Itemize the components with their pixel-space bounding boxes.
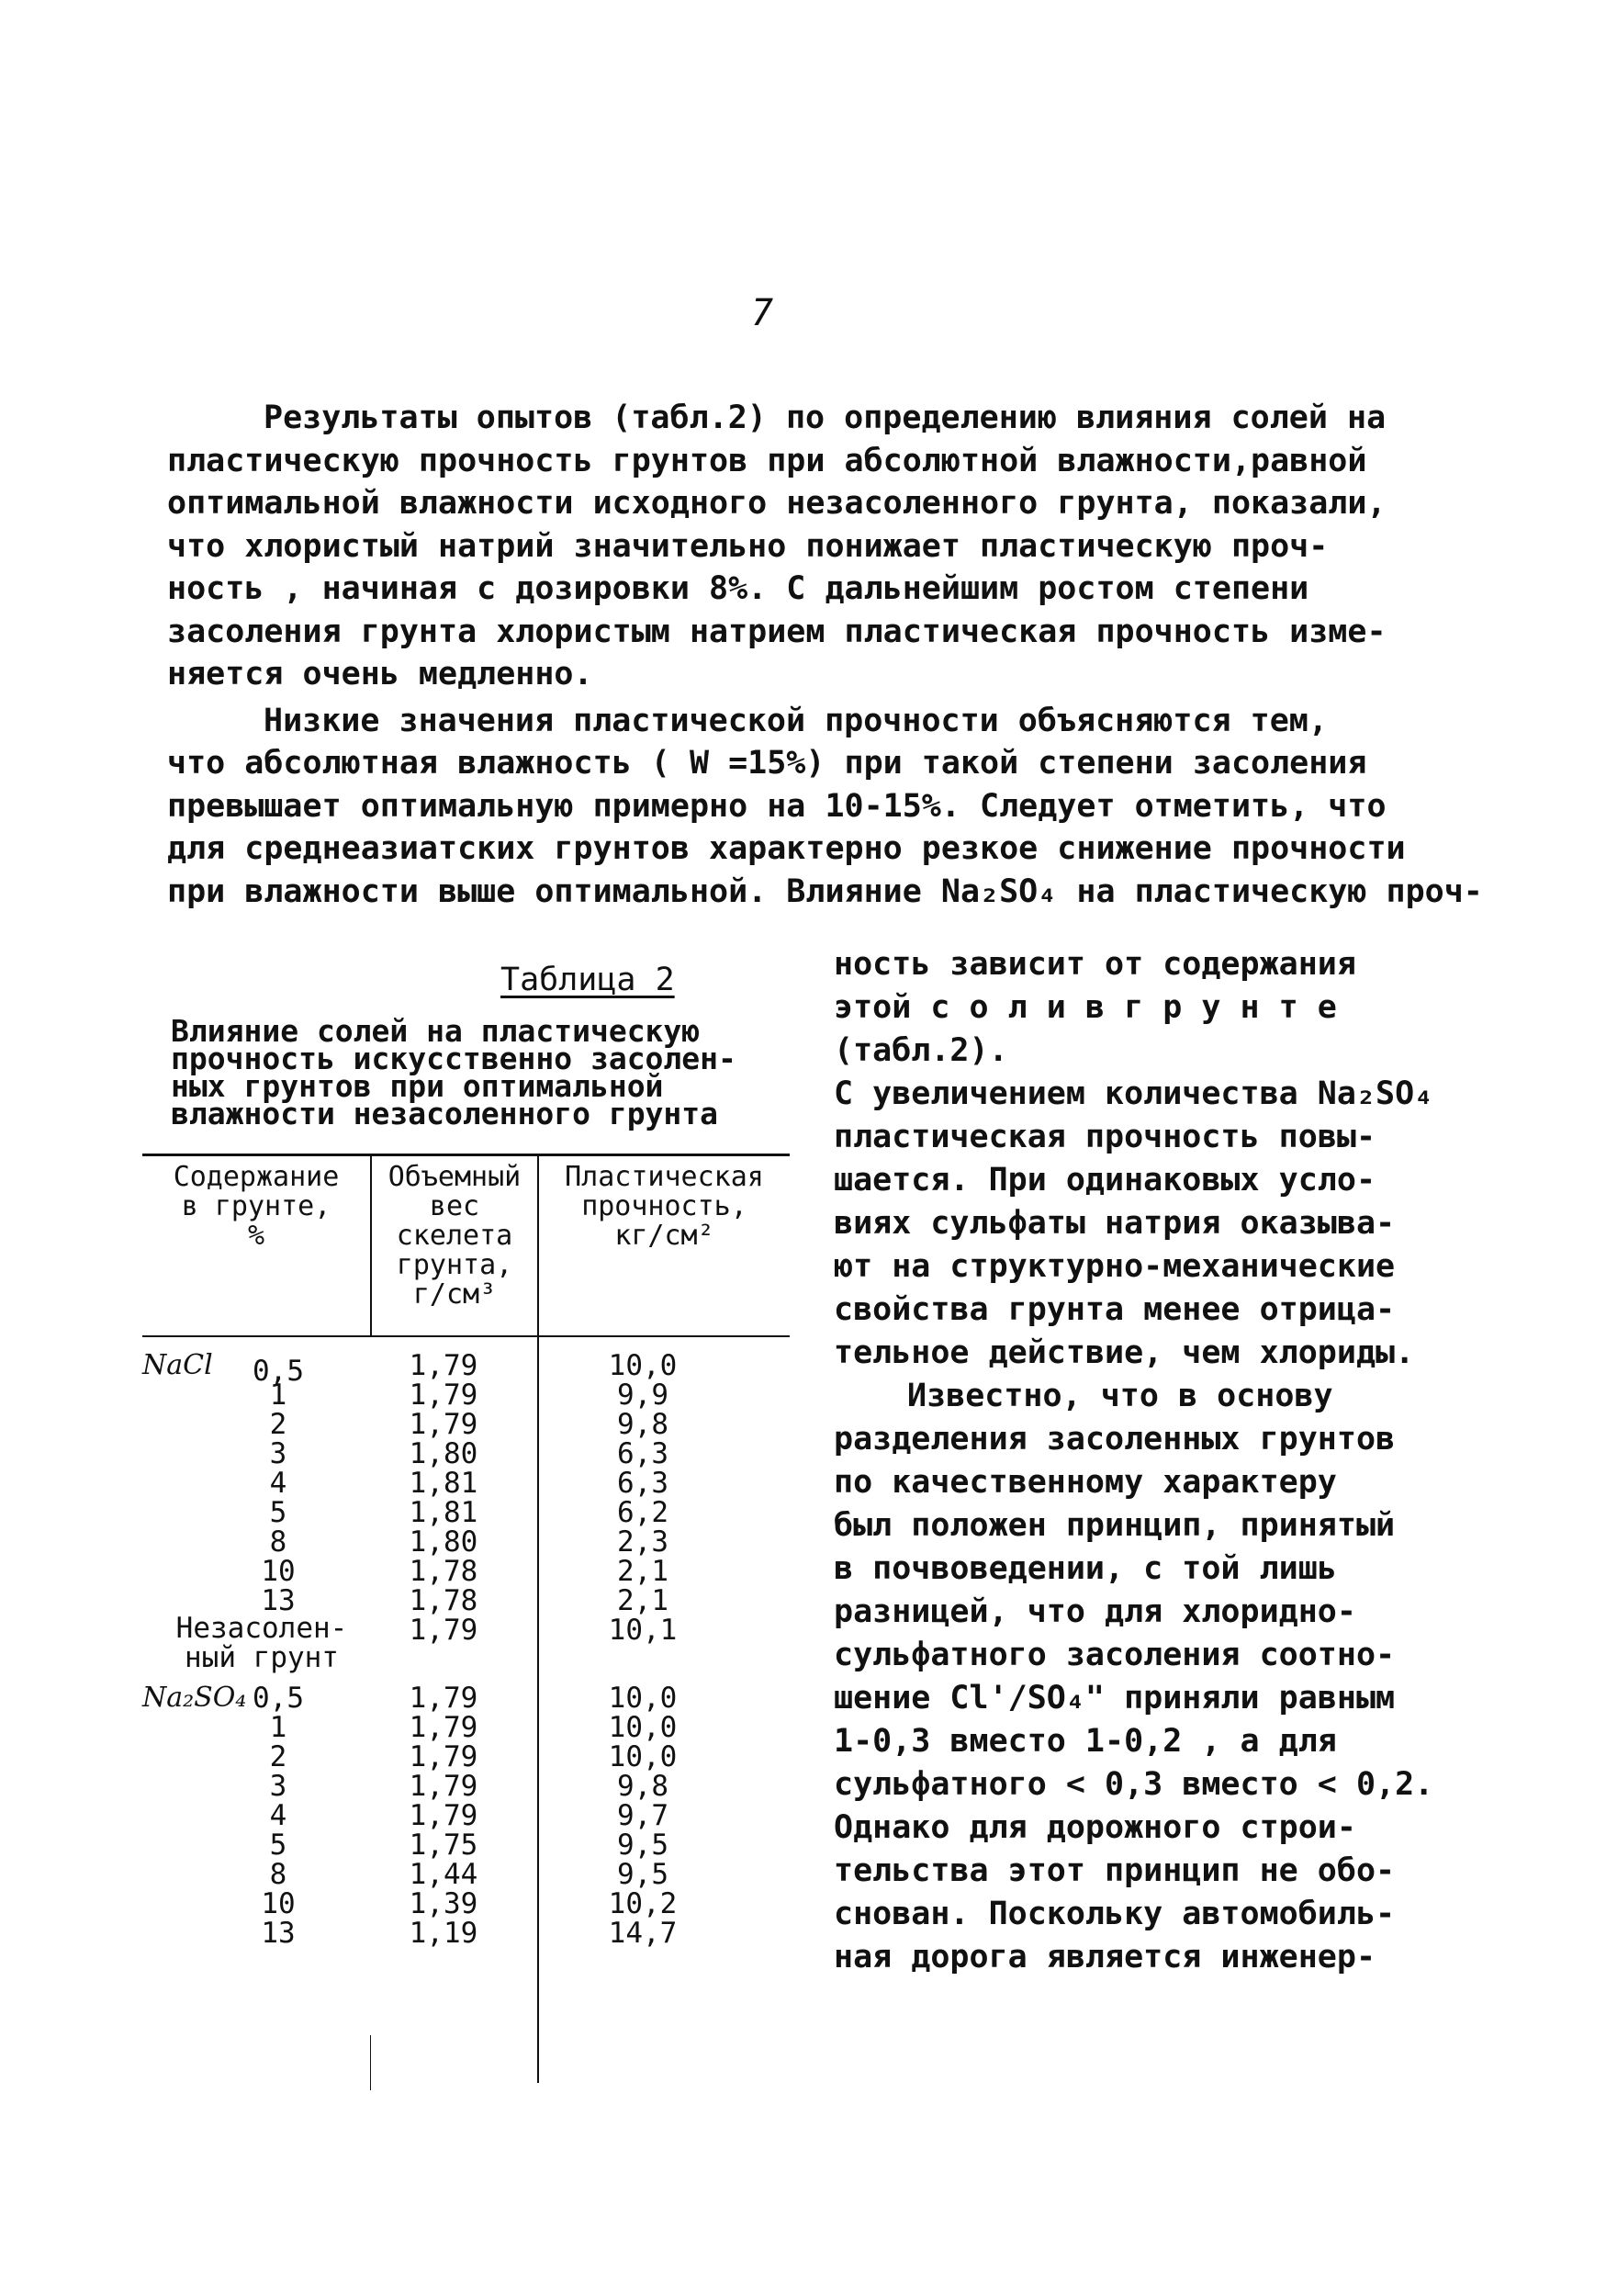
unsalted-label-line: ный грунт: [185, 1641, 339, 1674]
caption-line: Влияние солей на пластическую: [171, 1013, 701, 1049]
text-line: снован. Поскольку автомобиль-: [834, 1896, 1396, 1932]
text-line: сульфатного < 0,3 вместо < 0,2.: [834, 1766, 1434, 1803]
table-row: [142, 1887, 790, 1920]
text-line: шается. При одинаковых усло-: [834, 1162, 1376, 1199]
text-line: разделения засоленных грунтов: [834, 1421, 1396, 1458]
density-cell: 1,79: [409, 1799, 478, 1832]
text-line: разницей, что для хлоридно-: [834, 1593, 1356, 1630]
caption-line: прочность искусственно засолен-: [171, 1041, 736, 1076]
strength-cell: 10,0: [608, 1740, 678, 1773]
text-line: ность зависит от содержания: [834, 946, 1356, 983]
density-cell: 1,79: [409, 1740, 478, 1773]
density-cell: 1,44: [409, 1858, 478, 1891]
text-line: шение Cl'/SO₄" приняли равным: [834, 1680, 1396, 1716]
table-row: [142, 1408, 790, 1441]
table-row: [142, 1555, 790, 1588]
density-cell: 1,79: [409, 1614, 478, 1647]
text-line: этой с о л и в г р у н т е: [834, 989, 1337, 1026]
dose-cell: 13: [261, 1584, 296, 1617]
dose-cell: 2: [269, 1740, 287, 1773]
text-line: свойства грунта менее отрица-: [834, 1291, 1396, 1328]
strength-cell: 10,1: [608, 1614, 678, 1647]
dose-cell: 3: [269, 1437, 287, 1470]
header-line: Объемный: [387, 1161, 522, 1193]
strength-cell: 6,3: [617, 1437, 668, 1470]
header-line: скелета: [396, 1220, 513, 1252]
strength-cell: 9,5: [617, 1858, 668, 1891]
text-line: засоления грунта хлористым натрием пластическая прочность изме-: [167, 613, 1387, 650]
strength-cell: 9,5: [617, 1829, 668, 1862]
table-row: [142, 1917, 790, 1950]
table-top-rule: [142, 1154, 790, 1156]
header-strength: [539, 1163, 790, 1251]
salt-label: Na₂SO₄: [142, 1682, 247, 1714]
density-cell: 1,81: [409, 1496, 478, 1529]
strength-cell: 2,1: [617, 1555, 668, 1588]
strength-cell: 10,0: [608, 1711, 678, 1744]
text-line: ность , начиная с дозировки 8%. С дальнейшим ростом степени: [167, 570, 1309, 607]
density-cell: 1,78: [409, 1584, 478, 1617]
column-divider: [370, 2035, 371, 2090]
table-row: [142, 1467, 790, 1500]
strength-cell: 9,8: [617, 1770, 668, 1803]
strength-cell: 9,7: [617, 1799, 668, 1832]
text-line: для среднеазиатских грунтов характерно резкое снижение прочности: [167, 830, 1406, 867]
density-cell: 1,75: [409, 1829, 478, 1862]
dose-cell: 1: [269, 1711, 287, 1744]
text-line: няется очень медленно.: [167, 656, 593, 692]
body-text-top: [167, 397, 1483, 913]
text-line: был положен принцип, принятый: [834, 1507, 1396, 1544]
density-cell: 1,78: [409, 1555, 478, 1588]
header-line: Содержание: [173, 1161, 340, 1193]
table-row: [142, 1682, 790, 1715]
strength-cell: 2,1: [617, 1584, 668, 1617]
header-line: %: [247, 1220, 265, 1252]
density-cell: 1,39: [409, 1887, 478, 1920]
unsalted-label: [152, 1614, 372, 1672]
text-line: ют на структурно-механические: [834, 1248, 1396, 1285]
table-row: [142, 1437, 790, 1470]
header-content: [142, 1163, 370, 1251]
table-row: [142, 1829, 790, 1862]
density-cell: 1,19: [409, 1917, 478, 1950]
text-line: пластическую прочность грунтов при абсолютной влажности,равной: [167, 442, 1367, 479]
strength-cell: 14,7: [608, 1917, 678, 1950]
dose-cell: 0,5: [253, 1355, 304, 1388]
dose-cell: 13: [261, 1917, 296, 1950]
density-cell: 1,79: [409, 1711, 478, 1744]
density-cell: 1,79: [409, 1349, 478, 1382]
text-line: (табл.2).: [834, 1032, 1008, 1069]
body-text-right-column: [834, 943, 1434, 1979]
text-line: оптимальной влажности исходного незасоленного грунта, показали,: [167, 485, 1387, 522]
text-line: в почвоведении, с той лишь: [834, 1550, 1337, 1587]
text-line: тельное действие, чем хлориды.: [834, 1334, 1415, 1371]
density-cell: 1,79: [409, 1379, 478, 1412]
text-line: превышает оптимальную примерно на 10-15%. Следует отметить, что: [167, 787, 1387, 825]
table-row: [142, 1525, 790, 1559]
text-line: виях сульфаты натрия оказыва-: [834, 1205, 1396, 1242]
dose-cell: 5: [269, 1496, 287, 1529]
unsalted-label-line: Незасолен-: [175, 1612, 348, 1645]
paragraph-4: [834, 1375, 1434, 1979]
table-row: [142, 1349, 790, 1388]
dose-cell: 3: [269, 1770, 287, 1803]
strength-cell: 6,3: [617, 1467, 668, 1500]
paragraph-2: [167, 700, 1483, 914]
page-number: 7: [751, 292, 774, 334]
density-cell: 1,81: [409, 1467, 478, 1500]
strength-cell: 9,9: [617, 1379, 668, 1412]
dose-cell: 10: [261, 1887, 296, 1920]
density-cell: 1,80: [409, 1437, 478, 1470]
strength-cell: 9,8: [617, 1408, 668, 1441]
strength-cell: 10,2: [608, 1887, 678, 1920]
header-density: [372, 1163, 537, 1310]
table-row: [142, 1584, 790, 1617]
density-cell: 1,79: [409, 1408, 478, 1441]
dose-cell: 10: [261, 1555, 296, 1588]
table-row: [142, 1770, 790, 1803]
strength-cell: 10,0: [608, 1682, 678, 1715]
header-line: кг/см²: [614, 1220, 714, 1252]
table-row: [142, 1711, 790, 1744]
table-row: [142, 1379, 790, 1412]
text-line: сульфатного засоления соотно-: [834, 1637, 1396, 1673]
text-line: пластическая прочность повы-: [834, 1119, 1376, 1155]
density-cell: 1,79: [409, 1770, 478, 1803]
text-line: при влажности выше оптимальной. Влияние Na₂SO₄ на пластическую проч-: [167, 872, 1483, 910]
text-line: по качественному характеру: [834, 1464, 1337, 1501]
table-row: [142, 1799, 790, 1832]
table-caption: [171, 1013, 777, 1131]
caption-line: влажности незасоленного грунта: [171, 1096, 719, 1131]
text-line: С увеличением количества Na₂SO₄: [834, 1075, 1434, 1112]
strength-cell: 10,0: [608, 1349, 678, 1382]
caption-line: ных грунтов при оптимальной: [171, 1068, 664, 1104]
strength-cell: 2,3: [617, 1525, 668, 1559]
table-row: [142, 1614, 790, 1672]
text-line: ная дорога является инженер-: [834, 1939, 1376, 1975]
density-cell: 1,80: [409, 1525, 478, 1559]
table-row: [142, 1858, 790, 1891]
header-line: Пластическая: [565, 1161, 764, 1193]
table-row: [142, 1496, 790, 1529]
text-line: 1-0,3 вместо 1-0,2 , а для: [834, 1723, 1337, 1760]
strength-cell: 6,2: [617, 1496, 668, 1529]
paragraph-3: [834, 943, 1434, 1375]
text-line: Низкие значения пластической прочности объясняются тем,: [264, 702, 1328, 739]
paragraph-1: [167, 397, 1388, 696]
text-line: что хлористый натрий значительно понижает пластическую проч-: [167, 527, 1329, 565]
text-line: Однако для дорожного строи-: [834, 1809, 1356, 1846]
dose-cell: 5: [269, 1829, 287, 1862]
dose-cell: 0,5: [253, 1682, 304, 1715]
dose-cell: 4: [269, 1799, 287, 1832]
header-bottom-rule: [142, 1335, 790, 1337]
dose-cell: 8: [269, 1525, 287, 1559]
header-line: г/см³: [412, 1278, 497, 1311]
header-line: вес: [429, 1190, 480, 1222]
data-table: [142, 1154, 790, 2090]
dose-cell: 8: [269, 1858, 287, 1891]
density-cell: 1,79: [409, 1682, 478, 1715]
header-line: грунта,: [396, 1249, 513, 1281]
text-line: Известно, что в основу: [907, 1378, 1333, 1414]
header-line: в грунте,: [181, 1190, 331, 1222]
text-line: что абсолютная влажность ( W =15%) при такой степени засоления: [167, 745, 1367, 782]
dose-cell: 2: [269, 1408, 287, 1441]
salt-label: NaCl: [142, 1349, 213, 1381]
text-line: Результаты опытов (табл.2) по определению влияния солей на: [264, 400, 1387, 436]
table-title: Таблица 2: [500, 962, 675, 998]
dose-cell: 4: [269, 1467, 287, 1500]
text-line: тельства этот принцип не обо-: [834, 1852, 1396, 1889]
dose-cell: 1: [269, 1379, 287, 1412]
header-line: прочность,: [581, 1190, 747, 1222]
table-row: [142, 1740, 790, 1773]
